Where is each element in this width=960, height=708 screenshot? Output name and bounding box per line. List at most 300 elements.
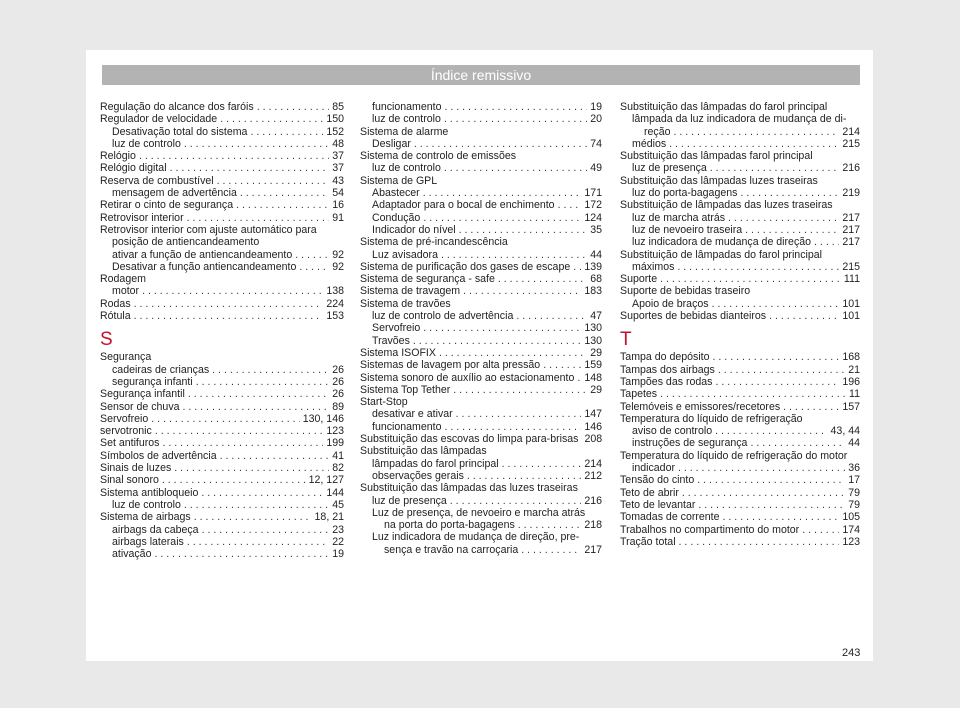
index-entry [360,458,602,470]
entry-page-ref: 49 [590,162,602,175]
entry-page-ref: 196 [842,375,860,388]
dot-leader [718,364,845,376]
entry-term: funcionamento [372,101,442,113]
dot-leader [299,261,329,273]
dot-leader [715,376,839,388]
index-entry [620,474,860,486]
index-entry [360,212,602,224]
dot-leader [445,101,588,113]
entry-page-ref: 130 [584,334,602,347]
entry-page-ref: 224 [326,297,344,310]
entry-term: Sistema de airbags [100,511,191,524]
index-heading: Suporte de bebidas traseiro [620,285,751,298]
index-column-3 [620,101,860,548]
entry-term: luz de controlo [372,113,441,126]
entry-page-ref: 19 [590,101,602,113]
entry-term: reção [644,125,671,138]
dot-leader [502,458,582,470]
entry-term: Adaptador para o bocal de enchimento [372,199,555,212]
entry-term: observações gerais [372,469,464,482]
entry-page-ref: 89 [332,400,344,413]
dot-leader [134,298,324,310]
entry-term: máximos [632,260,675,273]
index-entry [620,364,860,376]
dot-leader [445,421,582,433]
dot-leader [814,236,839,248]
index-entry [360,495,602,507]
index-heading: Start-Stop [360,396,408,409]
entry-page-ref: 217 [842,236,860,249]
dot-leader [518,519,582,531]
dot-leader [723,511,840,523]
dot-leader [236,199,329,211]
index-entry [620,524,860,536]
dot-leader [459,224,588,236]
dot-leader [439,347,587,359]
entry-page-ref: 29 [590,383,602,396]
entry-term: Tampa do depósito [620,351,710,364]
index-heading: Sistema de GPL [360,174,438,187]
entry-term: Tensão do cinto [620,474,695,487]
entry-page-ref: 183 [584,285,602,298]
index-entry [360,347,602,359]
index-entry [620,126,860,138]
index-entry [100,310,344,322]
entry-term: luz de marcha atrás [632,211,726,224]
entry-page-ref: 16 [332,199,344,212]
dot-leader [444,113,587,125]
index-entry [620,499,860,511]
entry-term: Substituição das escovas do limpa para-brisas [360,433,579,446]
dot-leader [682,487,845,499]
index-entry [100,150,344,162]
entry-page-ref: 212 [584,469,602,482]
entry-term: mensagem de advertência [112,187,237,200]
index-entry [100,376,344,388]
entry-term: luz de controlo [112,137,181,150]
index-entry [620,261,860,273]
dot-leader [423,322,581,334]
index-entry [100,425,344,437]
entry-term: Teto de abrir [620,486,679,499]
entry-term: Relógio digital [100,162,167,175]
dot-leader [444,162,587,174]
index-entry [360,138,602,150]
dot-leader [217,175,330,187]
entry-page-ref: 153 [326,310,344,323]
entry-page-ref: 26 [332,375,344,388]
dot-leader [678,462,845,474]
index-heading: Substituição das lâmpadas luzes traseiras [620,174,818,187]
dot-leader [295,249,329,261]
entry-page-ref: 147 [584,408,602,421]
entry-page-ref: 214 [842,125,860,138]
dot-leader [660,273,841,285]
index-entry [620,388,860,400]
index-heading: Sistema de controlo de emissões [360,150,517,163]
dot-leader [184,499,329,511]
entry-page-ref: 44 [590,248,602,261]
entry-page-ref: 215 [842,137,860,150]
entry-term: Reserva de combustível [100,174,214,187]
entry-term: motor [112,285,140,298]
entry-term: Travões [372,334,410,347]
index-heading: posição de antiencandeamento [112,236,260,249]
entry-page-ref: 159 [584,359,602,372]
entry-page-ref: 37 [332,162,344,175]
index-entry [100,462,344,474]
dot-leader [467,470,581,482]
entry-term: airbags laterais [112,535,184,548]
index-column-2 [360,101,602,556]
entry-term: Servofreio [372,322,421,335]
page-title: Índice remissivo [102,65,860,85]
dot-leader [183,401,330,413]
entry-page-ref: 22 [332,535,344,548]
index-entry [620,310,860,322]
dot-leader [134,310,324,322]
entry-page-ref: 79 [848,498,860,511]
dot-leader [543,359,581,371]
dot-leader [677,261,839,273]
index-entry [620,236,860,248]
entry-term: Telemóveis e emissores/recetores [620,400,781,413]
index-heading: Sistema de alarme [360,125,449,138]
index-entry [100,499,344,511]
entry-page-ref: 219 [842,187,860,200]
dot-leader [257,101,329,113]
dot-leader [196,376,330,388]
entry-page-ref: 172 [584,199,602,212]
index-entry [100,450,344,462]
entry-page-ref: 54 [332,187,344,200]
index-heading: Temperatura do líquido de refrigeração do motor [620,449,848,462]
dot-leader [162,437,323,449]
dot-leader [577,372,581,384]
dot-leader [194,511,312,523]
entry-page-ref: 215 [842,260,860,273]
index-entry [620,212,860,224]
entry-page-ref: 68 [590,273,602,286]
entry-term: airbags da cabeça [112,523,199,536]
entry-term: luz do porta-bagagens [632,187,738,200]
dot-leader [558,199,582,211]
entry-page-ref: 44 [848,437,860,450]
entry-term: Tapetes [620,388,658,401]
section-letter: S [100,329,113,351]
index-column-1 [100,101,344,560]
entry-term: sença e travão na carroçaria [384,543,519,556]
entry-term: Set antifuros [100,437,160,450]
entry-term: Sistema de travagem [360,285,461,298]
dot-leader [802,524,839,536]
dot-leader [713,351,840,363]
dot-leader [142,285,323,297]
entry-page-ref: 92 [332,248,344,261]
index-entry [100,487,344,499]
dot-leader [188,388,329,400]
dot-leader [456,408,582,420]
page-number: 243 [842,647,861,659]
dot-leader [220,113,323,125]
dot-leader [170,162,330,174]
entry-page-ref: 79 [848,486,860,499]
entry-term: Desativação total do sistema [112,125,248,138]
index-entry [360,322,602,334]
dot-leader [240,187,329,199]
index-entry [620,437,860,449]
index-entry [100,113,344,125]
entry-term: Tração total [620,535,676,548]
index-entry [100,437,344,449]
dot-leader [669,138,839,150]
dot-leader [710,162,840,174]
entry-term: Sistema antibloqueio [100,486,199,499]
index-heading: Luz indicadora de mudança de direção, pre- [372,531,580,544]
entry-term: Sistema de segurança - safe [360,273,495,286]
entry-page-ref: 208 [584,433,602,446]
entry-term: Suportes de bebidas dianteiros [620,310,767,323]
entry-term: Relógio [100,150,136,163]
dot-leader [250,126,323,138]
entry-page-ref: 148 [584,371,602,384]
entry-page-ref: 130 [584,322,602,335]
section-letter: T [620,329,632,351]
entry-term: Sistemas de lavagem por alta pressão [360,359,541,372]
dot-leader [201,487,323,499]
index-entry [620,298,860,310]
entry-term: Condução [372,211,421,224]
entry-page-ref: 21 [848,363,860,376]
entry-page-ref: 146 [584,420,602,433]
index-entry [620,425,860,437]
index-entry [100,364,344,376]
dot-leader [450,495,582,507]
index-entry [620,511,860,523]
entry-term: Sensor de chuva [100,400,180,413]
dot-leader [769,310,839,322]
entry-term: Desativar a função antiencandeamento [112,260,297,273]
index-entry [100,212,344,224]
index-heading: Segurança [100,351,152,364]
index-entry [360,433,602,445]
entry-page-ref: 37 [332,150,344,163]
entry-page-ref: 23 [332,523,344,536]
entry-term: luz indicadora de mudança de direção [632,236,812,249]
entry-page-ref: 17 [848,474,860,487]
entry-page-ref: 29 [590,346,602,359]
index-entry [620,487,860,499]
entry-page-ref: 101 [842,310,860,323]
entry-term: Sistema de purificação dos gases de escape [360,260,571,273]
dot-leader [660,388,846,400]
index-entry [620,536,860,548]
index-entry [100,413,344,425]
index-entry [360,285,602,297]
dot-leader [441,249,587,261]
entry-term: Regulador de velocidade [100,113,218,126]
index-entry [100,298,344,310]
entry-term: Retirar o cinto de segurança [100,199,234,212]
dot-leader [155,425,324,437]
entry-page-ref: 91 [332,211,344,224]
entry-page-ref: 123 [842,535,860,548]
index-entry [360,470,602,482]
entry-term: luz de controlo [112,498,181,511]
entry-term: Tampas dos airbags [620,363,715,376]
index-entry [620,401,860,413]
dot-leader [174,462,329,474]
dot-leader [516,310,587,322]
index-entry [360,544,602,556]
index-heading: lâmpada da luz indicadora de mudança de di- [632,113,847,126]
index-entry [620,376,860,388]
entry-page-ref: 74 [590,137,602,150]
dot-leader [674,126,840,138]
index-entry [360,384,602,396]
entry-term: indicador [632,462,675,475]
entry-page-ref: 199 [326,437,344,450]
index-entry [360,310,602,322]
index-heading: Sistema de pré-incandescência [360,236,508,249]
index-entry [360,273,602,285]
entry-page-ref: 12, 127 [308,474,344,487]
index-entry [620,462,860,474]
entry-page-ref: 111 [843,273,860,286]
index-entry [360,335,602,347]
dot-leader [715,425,827,437]
entry-term: luz de presença [372,494,447,507]
dot-leader [453,384,587,396]
index-entry [100,138,344,150]
entry-page-ref: 150 [326,113,344,126]
entry-term: Sinal sonoro [100,474,159,487]
index-entry [100,199,344,211]
dot-leader [498,273,587,285]
index-entry [620,273,860,285]
entry-term: aviso de controlo [632,425,713,438]
entry-page-ref: 11 [849,388,860,401]
dot-leader [202,524,330,536]
dot-leader [783,401,839,413]
entry-page-ref: 41 [332,449,344,462]
index-heading: Substituição das lâmpadas [360,445,487,458]
dot-leader [413,335,581,347]
index-entry [100,536,344,548]
entry-page-ref: 152 [326,125,344,138]
index-entry [100,249,344,261]
entry-page-ref: 157 [842,400,860,413]
index-entry [360,261,602,273]
entry-term: servotronic [100,425,152,438]
dot-leader [698,499,845,511]
entry-term: lâmpadas do farol principal [372,457,499,470]
dot-leader [463,285,581,297]
entry-page-ref: 101 [842,297,860,310]
index-heading: Substituição das lâmpadas farol principal [620,150,813,163]
entry-term: Tomadas de corrente [620,511,720,524]
entry-page-ref: 105 [842,511,860,524]
entry-term: Tampões das rodas [620,375,713,388]
entry-term: na porta do porta-bagagens [384,519,515,532]
dot-leader [740,187,839,199]
entry-page-ref: 139 [584,260,602,273]
index-entry [620,138,860,150]
entry-page-ref: 26 [332,363,344,376]
dot-leader [745,224,839,236]
entry-page-ref: 43 [332,174,344,187]
entry-term: Rodas [100,297,131,310]
index-entry [100,175,344,187]
index-entry [100,187,344,199]
index-heading: Rodagem [100,273,146,286]
entry-page-ref: 217 [584,543,602,556]
entry-page-ref: 20 [590,113,602,126]
entry-term: Retrovisor interior [100,211,184,224]
index-entry [360,249,602,261]
index-heading: Retrovisor interior com ajuste automático para [100,223,317,236]
dot-leader [414,138,587,150]
entry-term: luz de nevoeiro traseira [632,223,743,236]
dot-leader [154,548,329,560]
dot-leader [187,212,330,224]
entry-term: Regulação do alcance dos faróis [100,101,254,113]
index-entry [100,126,344,138]
entry-term: Sistema ISOFIX [360,346,436,359]
index-entry [360,224,602,236]
entry-term: Luz avisadora [372,248,438,261]
entry-page-ref: 45 [332,498,344,511]
entry-term: Símbolos de advertência [100,449,217,462]
entry-page-ref: 216 [584,494,602,507]
index-entry [100,548,344,560]
entry-page-ref: 168 [842,351,860,364]
entry-term: desativar e ativar [372,408,453,421]
index-entry [100,524,344,536]
index-entry [360,408,602,420]
entry-page-ref: 48 [332,137,344,150]
entry-term: ativação [112,548,152,561]
index-heading: Sistema de travões [360,297,451,310]
entry-page-ref: 217 [842,223,860,236]
entry-page-ref: 26 [332,388,344,401]
entry-term: Suporte [620,273,658,286]
index-entry [620,187,860,199]
dot-leader [423,187,582,199]
entry-term: Segurança infantil [100,388,185,401]
entry-page-ref: 43, 44 [830,425,860,438]
entry-term: Teto de levantar [620,498,696,511]
entry-term: Sistema sonoro de auxílio ao estacionamento [360,371,575,384]
index-entry [360,519,602,531]
index-heading: Substituição das lâmpadas das luzes traseiras [360,482,578,495]
entry-term: Sistema Top Tether [360,383,451,396]
index-entry [360,187,602,199]
entry-page-ref: 18, 21 [314,511,344,524]
dot-leader [139,150,329,162]
index-entry [100,401,344,413]
entry-term: luz de controlo de advertência [372,310,514,323]
entry-page-ref: 130, 146 [302,412,344,425]
dot-leader [184,138,329,150]
entry-page-ref: 216 [842,162,860,175]
entry-page-ref: 124 [584,211,602,224]
index-heading: Luz de presença, de nevoeiro e marcha atrás [372,506,586,519]
entry-page-ref: 82 [332,462,344,475]
dot-leader [750,437,845,449]
entry-term: médios [632,137,667,150]
index-entry [360,372,602,384]
